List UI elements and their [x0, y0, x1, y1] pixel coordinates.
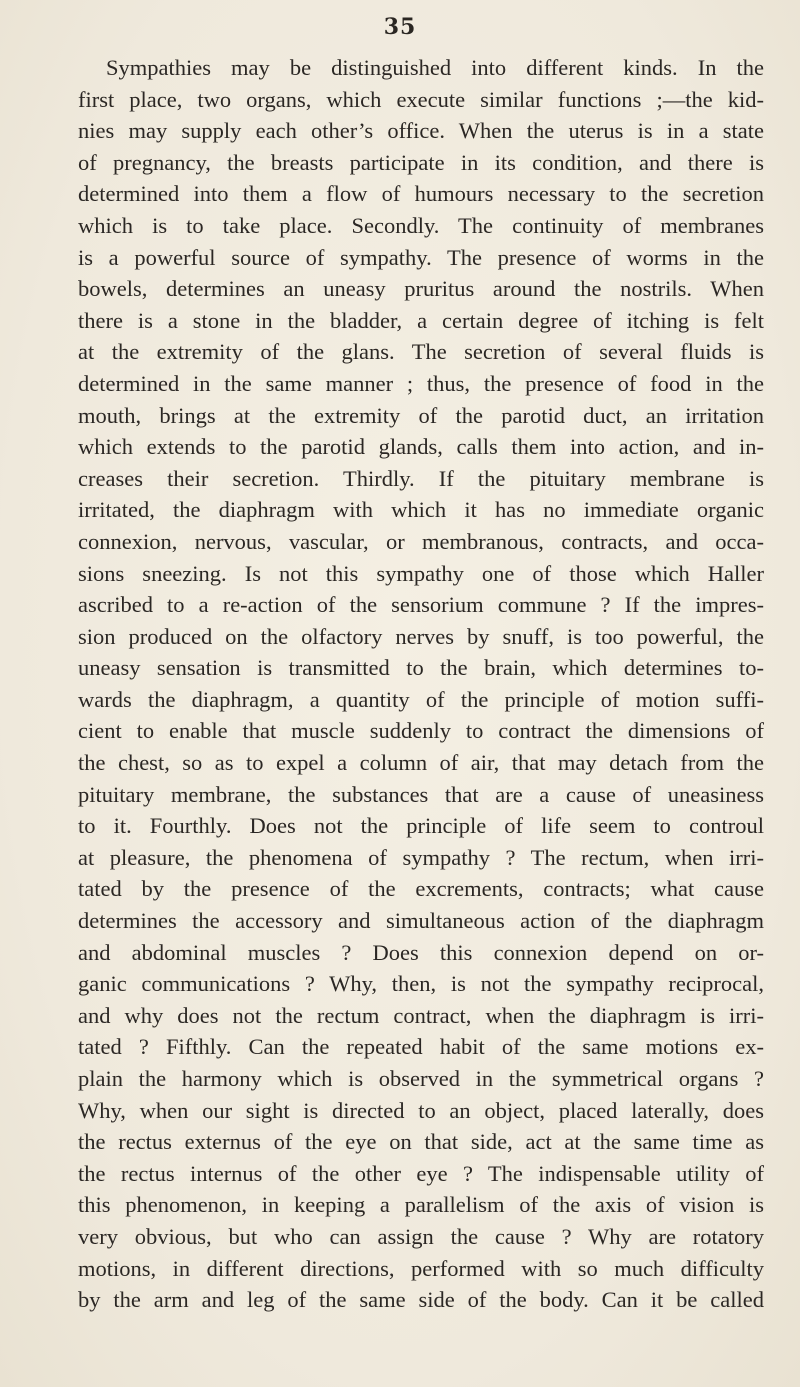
text-line: sions sneezing. Is not this sympathy one of those which Haller: [78, 560, 764, 586]
page-number: 35: [383, 14, 417, 40]
text-line: motions, in different directions, performed with so much difficulty: [78, 1255, 764, 1281]
text-line: bowels, determines an uneasy pruritus around the nostrils. When: [78, 276, 764, 302]
text-line: at pleasure, the phenomena of sympathy ? The rectum, when irri-: [78, 844, 764, 870]
text-line: wards the diaphragm, a quantity of the principle of motion suffi-: [78, 686, 764, 712]
text-line: at the extremity of the glans. The secretion of several fluids is: [78, 339, 764, 365]
text-line: the rectus internus of the other eye ? The indispensable utility of: [78, 1160, 764, 1186]
text-line: mouth, brings at the extremity of the parotid duct, an irritation: [78, 402, 764, 428]
text-line: which is to take place. Secondly. The continuity of membranes: [78, 212, 764, 238]
text-line: irritated, the diaphragm with which it has no immediate organic: [78, 497, 764, 523]
text-line: to it. Fourthly. Does not the principle of life seem to controul: [78, 813, 764, 839]
text-line: there is a stone in the bladder, a certain degree of itching is felt: [78, 307, 764, 333]
text-line: Sympathies may be distinguished into different kinds. In the: [106, 55, 764, 80]
text-line: determined into them a flow of humours necessary to the secretion: [78, 181, 764, 207]
text-line: plain the harmony which is observed in the symmetrical organs ?: [78, 1066, 764, 1091]
text-line: nies may supply each other’s office. When the uterus is in a state: [78, 118, 764, 144]
text-line: tated ? Fifthly. Can the repeated habit of the same motions ex-: [78, 1034, 764, 1060]
text-line: determined in the same manner ; thus, the presence of food in the: [78, 370, 764, 396]
text-line: uneasy sensation is transmitted to the brain, which determines to-: [78, 655, 764, 681]
body-paragraph: [50, 52, 764, 1316]
text-line: connexion, nervous, vascular, or membranous, contracts, and occa-: [78, 528, 764, 554]
text-line: Why, when our sight is directed to an object, placed laterally, does: [78, 1097, 764, 1123]
text-line: and abdominal muscles ? Does this connexion depend on or-: [78, 939, 764, 965]
text-line: the rectus externus of the eye on that side, act at the same time as: [78, 1129, 764, 1155]
text-line: the chest, so as to expel a column of air, that may detach from the: [78, 750, 764, 776]
text-line: by the arm and leg of the same side of the body. Can it be called: [78, 1287, 764, 1313]
text-line: very obvious, but who can assign the cause ? Why are rotatory: [78, 1223, 764, 1249]
text-line: pituitary membrane, the substances that are a cause of uneasiness: [78, 781, 764, 807]
text-line: tated by the presence of the excrements, contracts; what cause: [78, 876, 764, 902]
text-line: and why does not the rectum contract, when the diaphragm is irri-: [78, 1002, 764, 1028]
text-line: first place, two organs, which execute similar functions ;—the kid-: [78, 86, 764, 112]
text-line: creases their secretion. Thirdly. If the pituitary membrane is: [78, 465, 764, 491]
text-line: sion produced on the olfactory nerves by snuff, is too powerful, the: [78, 623, 764, 649]
text-line: is a powerful source of sympathy. The presence of worms in the: [78, 244, 764, 270]
text-line: ascribed to a re-action of the sensorium commune ? If the impres-: [78, 592, 764, 618]
text-line: cient to enable that muscle suddenly to contract the dimensions of: [78, 718, 764, 744]
text-line: which extends to the parotid glands, calls them into action, and in-: [78, 434, 764, 460]
text-line: this phenomenon, in keeping a parallelism of the axis of vision is: [78, 1192, 764, 1218]
text-line: of pregnancy, the breasts participate in its condition, and there is: [78, 149, 764, 175]
text-line: ganic communications ? Why, then, is not the sympathy reciprocal,: [78, 971, 764, 997]
text-line: determines the accessory and simultaneous action of the diaphragm: [78, 908, 764, 934]
